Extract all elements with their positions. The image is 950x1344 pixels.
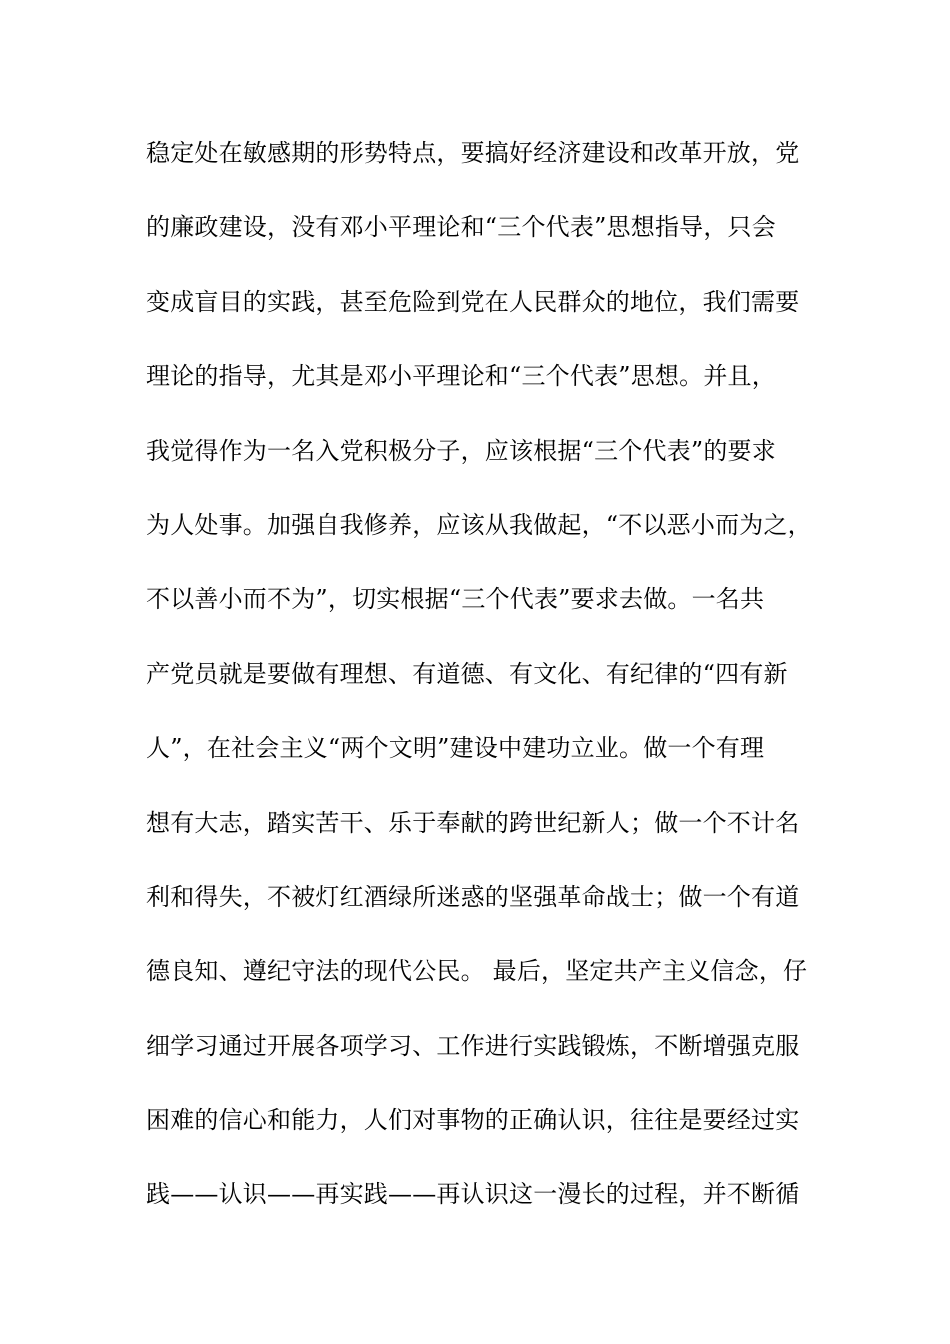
text-line-4: 理论的指导，尤其是邓小平理论和“三个代表”思想。并且， (146, 362, 776, 391)
text-line-14: 困难的信心和能力，人们对事物的正确认识，往往是要经过实 (146, 1106, 800, 1135)
text-line-9: 人”，在社会主义“两个文明”建设中建功立业。做一个有理 (146, 734, 765, 763)
text-line-5: 我觉得作为一名入党积极分子，应该根据“三个代表”的要求 (146, 436, 776, 465)
text-line-2: 的廉政建设，没有邓小平理论和“三个代表”思想指导，只会 (146, 213, 776, 242)
text-line-15: 践——认识——再实践——再认识这一漫长的过程，并不断循 (146, 1180, 800, 1209)
text-line-8: 产党员就是要做有理想、有道德、有文化、有纪律的“四有新 (146, 659, 788, 688)
text-line-1: 稳定处在敏感期的形势特点，要搞好经济建设和改革开放，党 (146, 139, 800, 167)
text-line-12: 德良知、遵纪守法的现代公民。 最后，坚定共产主义信念，仔 (146, 957, 808, 986)
text-line-13: 细学习通过开展各项学习、工作进行实践锻炼，不断增强克服 (146, 1031, 800, 1060)
text-line-7: 不以善小而不为”，切实根据“三个代表”要求去做。一名共 (146, 585, 765, 614)
text-line-6: 为人处事。加强自我修养，应该从我做起，“不以恶小而为之， (146, 510, 812, 539)
body-text (146, 133, 836, 1249)
text-line-10: 想有大志，踏实苦干、乐于奉献的跨世纪新人；做一个不计名 (146, 808, 800, 837)
text-line-11: 利和得失，不被灯红酒绿所迷惑的坚强革命战士；做一个有道 (146, 882, 800, 911)
text-line-3: 变成盲目的实践，甚至危险到党在人民群众的地位，我们需要 (146, 287, 800, 316)
